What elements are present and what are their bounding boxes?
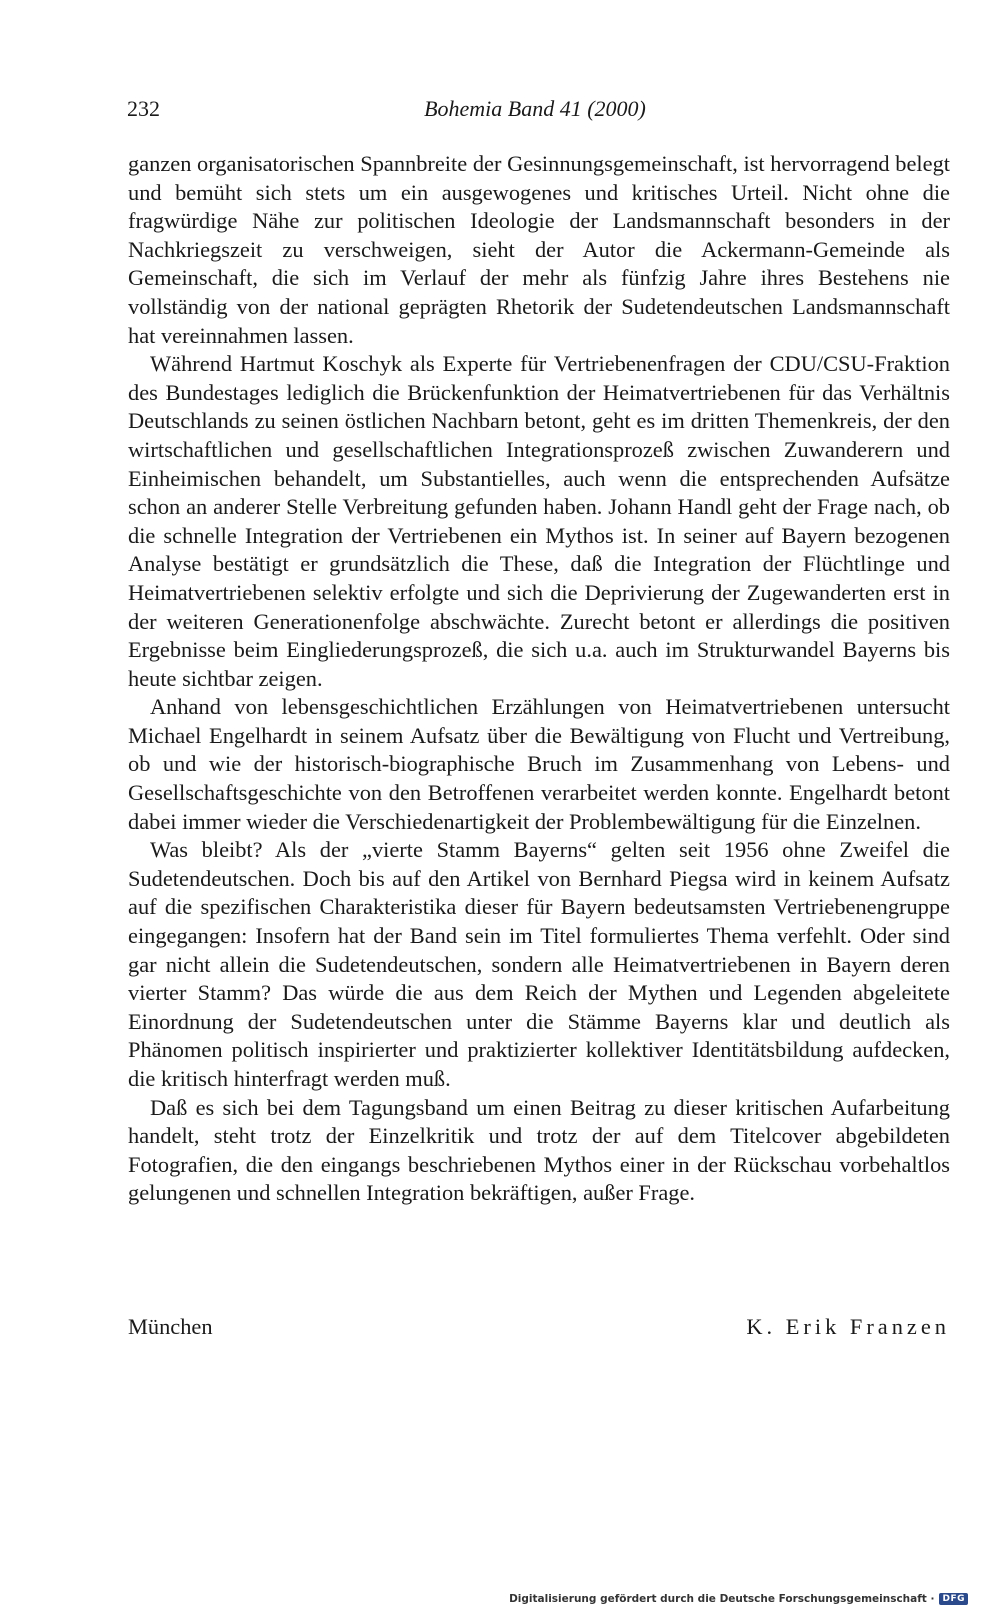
signature-block bbox=[128, 1314, 950, 1346]
digitization-credit bbox=[509, 1593, 968, 1605]
review-body bbox=[128, 150, 950, 1208]
page-number: 232 bbox=[127, 96, 160, 121]
signature-author: K. Erik Franzen bbox=[746, 1314, 950, 1339]
credit-text: Digitalisierung gefördert durch die Deutsche Forschungsgemeinschaft · bbox=[509, 1593, 935, 1605]
paragraph-closing: Daß es sich bei dem Tagungsband um einen Beitrag zu dieser kritischen Aufarbeitung handelt, steht trotz der Einzelkritik und trotz der auf dem Titelcover abgebildeten Fotografien, die den eingangs beschriebenen Mythos einer in der Rückschau vorbehaltlos gelungenen und schnellen Integration bekräftigen, außer Frage. bbox=[128, 1094, 950, 1206]
dfg-logo-icon: DFG bbox=[939, 1593, 968, 1605]
paragraph-continuation: ganzen organisatorischen Spannbreite der Gesinnungsgemeinschaft, ist hervorragend belegt und bemüht sich stets um ein ausgewogenes und kritisches Urteil. Nicht ohne die fragwürdige Nähe zur politischen Ideologie der Landsmannschaft besonders in der Nachkriegszeit zu verschweigen, sieht der Autor die Ackermann-Gemeinde als Gemeinschaft, die sich im Verlauf der mehr als fünfzig Jahre ihres Bestehens nie vollständig von der national geprägten Rhetorik der Sudetendeutschen Landsmannschaft hat vereinnahmen lassen. bbox=[128, 151, 950, 348]
paragraph-engelhardt: Anhand von lebensgeschichtlichen Erzählungen von Heimatvertriebenen untersucht Michael Engelhardt in seinem Aufsatz über die Bewältigung von Flucht und Vertreibung, ob und wie der historisch-biographische Bruch im Zusammenhang von Lebens- und Gesellschaftsgeschichte von den Betroffenen verarbeitet werden konnte. Engelhardt betont dabei immer wieder die Verschiedenartigkeit der Problembewältigung für die Einzelnen. bbox=[128, 694, 950, 834]
signature-place: München bbox=[128, 1314, 213, 1339]
paragraph-conclusion: Was bleibt? Als der „vierte Stamm Bayerns“ gelten seit 1956 ohne Zweifel die Sudetendeutschen. Doch bis auf den Artikel von Bernhard Piegsa wird in keinem Aufsatz auf die spezifischen Charakteristika dieser für Bayern bedeutsamsten Vertriebenengruppe eingegangen: Insofern hat der Band sein im Titel formuliertes Thema verfehlt. Oder sind gar nicht allein die Sudetendeutschen, sondern alle Heimatvertriebenen in Bayern deren vierter Stamm? Das würde die aus dem Reich der Mythen und Legenden abgeleitete Einordnung der Sudetendeutschen unter die Stämme Bayerns klar und deutlich als Phänomen politisch inspirierter und praktizierter kollektiver Identitätsbildung aufdecken, die kritisch hinterfragt werden muß. bbox=[128, 837, 950, 1091]
running-head: Bohemia Band 41 (2000) bbox=[424, 96, 646, 121]
paragraph-koschyk: Während Hartmut Koschyk als Experte für Vertriebenenfragen der CDU/CSU-Fraktion des Bundestages lediglich die Brückenfunktion der Heimatvertriebenen für das Verhältnis Deutschlands zu seinen östlichen Nachbarn betont, geht es im dritten Themenkreis, der den wirtschaftlichen und gesellschaftlichen Integrationsprozeß zwischen Zuwanderern und Einheimischen behandelt, um Substantielles, auch wenn die entsprechenden Aufsätze schon an anderer Stelle Verbreitung gefunden haben. Johann Handl geht der Frage nach, ob die schnelle Integration der Vertriebenen ein Mythos ist. In seiner auf Bayern bezogenen Analyse bestätigt er grundsätzlich die These, daß die Integration der Flüchtlinge und Heimatvertriebenen selektiv erfolgte und sich die Deprivierung der Zugewanderten erst in der weiteren Generationenfolge abschwächte. Zurecht betont er allerdings die positiven Ergebnisse beim Eingliederungsprozeß, die sich u.a. auch im Strukturwandel Bayerns bis heute sichtbar zeigen. bbox=[128, 351, 950, 691]
